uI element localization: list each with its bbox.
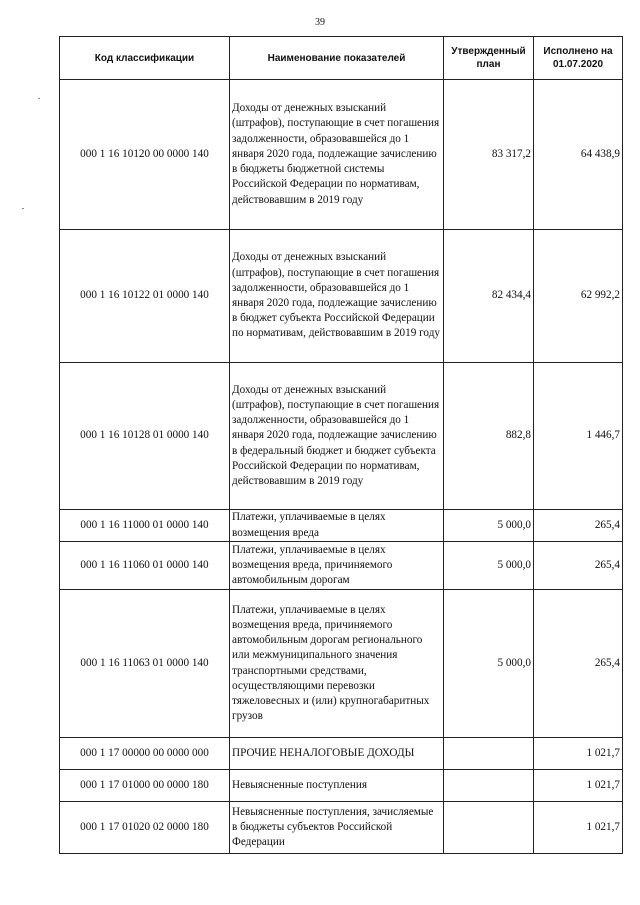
row-name: Невыясненные поступления, зачисляемые в бюджеты субъектов Российской Федерации (230, 802, 444, 854)
row-code: 000 1 17 00000 00 0000 000 (60, 738, 230, 770)
row-executed: 62 992,2 (534, 230, 623, 363)
table-row (60, 738, 623, 770)
table-row (60, 770, 623, 802)
row-executed: 265,4 (534, 542, 623, 590)
row-name: Доходы от денежных взысканий (штрафов), поступающие в счет погашения задолженности, образовавшейся до 1 января 2020 года, подлежащие зачислению в федеральный бюджет и бюджет субъекта Российской Федерации по нормативам, действовавшим в 2019 году (230, 363, 444, 510)
header-name: Наименование показателей (230, 37, 444, 80)
row-plan (444, 802, 534, 854)
row-executed: 265,4 (534, 590, 623, 738)
row-executed: 64 438,9 (534, 80, 623, 230)
row-executed: 1 021,7 (534, 802, 623, 854)
header-executed: Исполнено на 01.07.2020 (534, 37, 623, 80)
row-name: Доходы от денежных взысканий (штрафов), поступающие в счет погашения задолженности, образовавшейся до 1 января 2020 года, подлежащие зачислению в бюджет субъекта Российской Федерации по нормативам, действовавшим в 2019 году (230, 230, 444, 363)
row-code: 000 1 17 01000 00 0000 180 (60, 770, 230, 802)
table-header-row (60, 37, 623, 80)
row-code: 000 1 16 11060 01 0000 140 (60, 542, 230, 590)
table-row (60, 80, 623, 230)
table-row (60, 230, 623, 363)
row-plan: 5 000,0 (444, 510, 534, 542)
row-code: 000 1 16 11063 01 0000 140 (60, 590, 230, 738)
row-plan: 5 000,0 (444, 590, 534, 738)
row-plan: 882,8 (444, 363, 534, 510)
row-executed: 1 021,7 (534, 770, 623, 802)
row-plan (444, 770, 534, 802)
row-name: Невыясненные поступления (230, 770, 444, 802)
row-code: 000 1 16 10120 00 0000 140 (60, 80, 230, 230)
table-row (60, 363, 623, 510)
row-executed: 1 446,7 (534, 363, 623, 510)
row-name: ПРОЧИЕ НЕНАЛОГОВЫЕ ДОХОДЫ (230, 738, 444, 770)
header-code: Код классификации (60, 37, 230, 80)
header-plan: Утвержденный план (444, 37, 534, 80)
row-executed: 265,4 (534, 510, 623, 542)
row-code: 000 1 16 11000 01 0000 140 (60, 510, 230, 542)
row-code: 000 1 16 10122 01 0000 140 (60, 230, 230, 363)
row-code: 000 1 17 01020 02 0000 180 (60, 802, 230, 854)
table-row (60, 590, 623, 738)
row-plan (444, 738, 534, 770)
scan-artifact (38, 98, 40, 99)
table-row (60, 510, 623, 542)
budget-table (59, 36, 623, 854)
row-plan: 5 000,0 (444, 542, 534, 590)
table-row (60, 542, 623, 590)
row-name: Доходы от денежных взысканий (штрафов), поступающие в счет погашения задолженности, образовавшейся до 1 января 2020 года, подлежащие зачислению в бюджеты бюджетной системы Российской Федерации по нормативам, действовавшим в 2019 году (230, 80, 444, 230)
row-executed: 1 021,7 (534, 738, 623, 770)
row-code: 000 1 16 10128 01 0000 140 (60, 363, 230, 510)
row-plan: 83 317,2 (444, 80, 534, 230)
row-plan: 82 434,4 (444, 230, 534, 363)
table-row (60, 802, 623, 854)
row-name: Платежи, уплачиваемые в целях возмещения вреда, причиняемого автомобильным дорогам (230, 542, 444, 590)
row-name: Платежи, уплачиваемые в целях возмещения вреда (230, 510, 444, 542)
page-number: 39 (315, 17, 325, 28)
row-name: Платежи, уплачиваемые в целях возмещения вреда, причиняемого автомобильным дорогам регионального или межмуниципального значения транспортными средствами, осуществляющими перевозки тяжеловесных и (или) крупногабаритных грузов (230, 590, 444, 738)
scan-artifact (22, 208, 24, 209)
